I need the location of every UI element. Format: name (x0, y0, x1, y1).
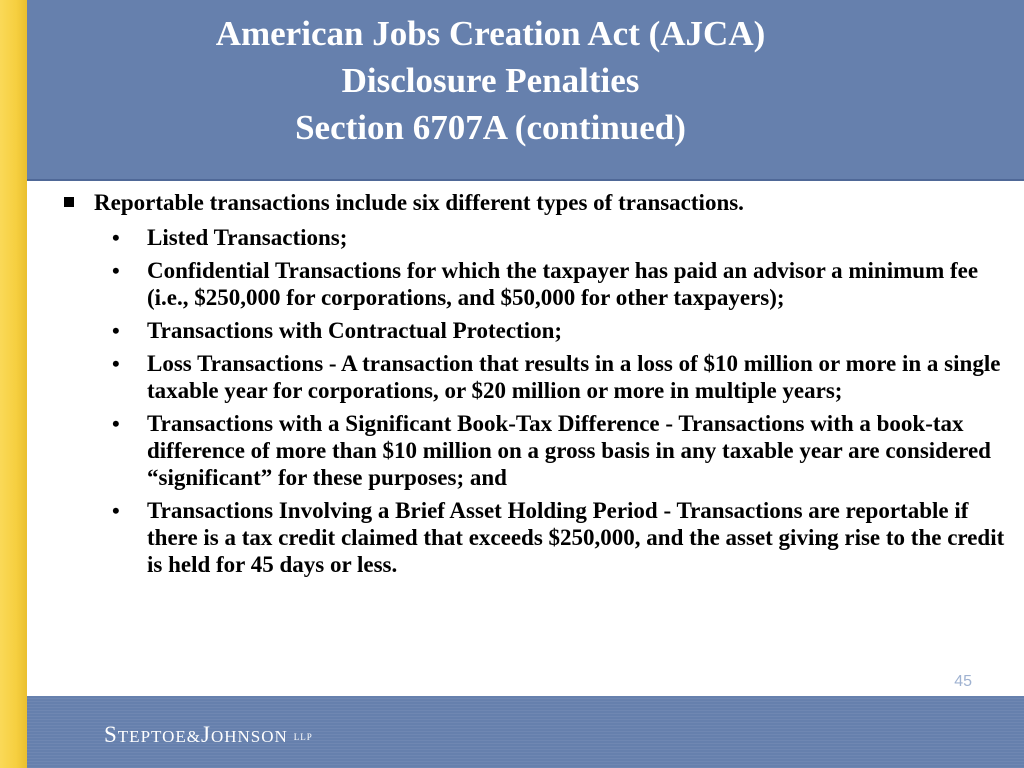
list-item (112, 317, 1020, 344)
round-bullet-icon: • (112, 258, 120, 283)
transaction-type-list (62, 224, 1020, 578)
round-bullet-icon: • (112, 498, 120, 523)
list-item-text: Transactions Involving a Brief Asset Holding Period - Transactions are reportable if there is a tax credit claimed that exceeds $250,000, and the asset giving rise to the credit is held for 45 days or less. (147, 498, 1005, 577)
left-accent-stripe (0, 0, 27, 768)
page-number: 45 (954, 673, 972, 690)
list-item-text: Transactions with a Significant Book-Tax Difference - Transactions with a book-tax difference of more than $10 million on a gross basis in any taxable year are considered “significant” for these purposes; and (147, 411, 991, 490)
list-item (112, 350, 1020, 404)
round-bullet-icon: • (112, 351, 120, 376)
title-line-2: Disclosure Penalties (341, 61, 640, 100)
list-item-text: Loss Transactions - A transaction that results in a loss of $10 million or more in a single taxable year for corporations, or $20 million or more in multiple years; (147, 351, 1001, 403)
list-item (112, 497, 1020, 578)
list-item-text: Transactions with Contractual Protection; (147, 318, 563, 343)
square-bullet-icon (64, 197, 74, 207)
list-item (112, 224, 1020, 251)
slide-body (62, 189, 1020, 584)
list-item (112, 257, 1020, 311)
list-item-text: Confidential Transactions for which the taxpayer has paid an advisor a minimum fee (i.e., $250,000 for corporations, and $50,000 for other taxpayers); (147, 258, 979, 310)
round-bullet-icon: • (112, 411, 120, 436)
slide-title (27, 10, 954, 151)
round-bullet-icon: • (112, 318, 120, 343)
lead-bullet-point (62, 189, 1020, 217)
list-item-text: Listed Transactions; (147, 225, 348, 250)
round-bullet-icon: • (112, 225, 120, 250)
steptoe-johnson-logo: STEPTOE&JOHNSON LLP (104, 722, 313, 747)
title-line-1: American Jobs Creation Act (AJCA) (215, 14, 766, 53)
title-line-3: Section 6707A (continued) (295, 108, 686, 147)
list-item (112, 410, 1020, 491)
lead-text: Reportable transactions include six different types of transactions. (94, 190, 744, 215)
